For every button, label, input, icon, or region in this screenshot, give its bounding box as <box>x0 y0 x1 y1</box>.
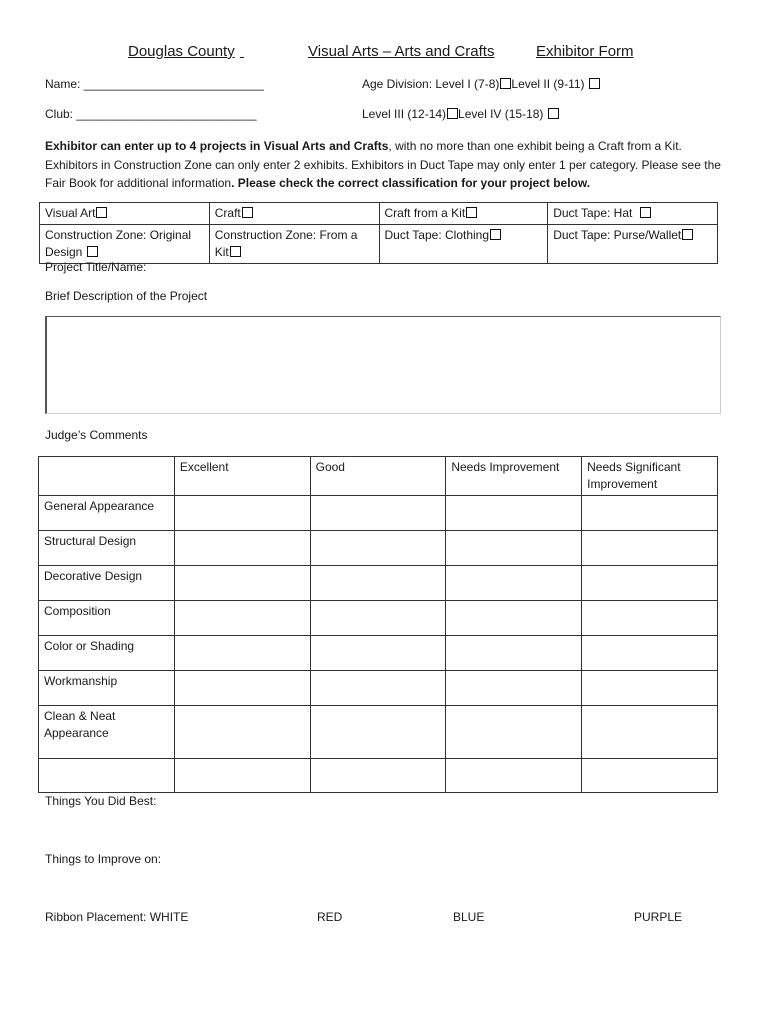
classification-table <box>39 202 718 264</box>
rating-cell[interactable] <box>582 759 718 793</box>
form-title: Exhibitor Form <box>536 43 634 60</box>
club-field[interactable]: Club: ___________________________ <box>45 107 257 121</box>
rating-cell[interactable] <box>446 496 582 531</box>
craft-checkbox[interactable] <box>242 207 253 218</box>
rating-cell[interactable] <box>446 531 582 566</box>
rating-cell[interactable] <box>174 531 310 566</box>
header-needs-significant: Needs Significant Improvement <box>582 457 718 496</box>
description-label: Brief Description of the Project <box>45 289 208 303</box>
rating-cell[interactable] <box>174 496 310 531</box>
county-title: Douglas County <box>128 43 235 60</box>
judge-table <box>38 456 718 793</box>
rating-cell[interactable] <box>310 566 446 601</box>
class-craft: Craft <box>209 203 379 225</box>
rating-cell[interactable] <box>446 759 582 793</box>
level1-label: Age Division: Level I (7-8) <box>362 77 500 91</box>
name-field[interactable]: Name: ___________________________ <box>45 77 264 91</box>
rating-cell[interactable] <box>174 706 310 759</box>
rating-cell[interactable] <box>174 566 310 601</box>
judges-comments-label: Judge’s Comments <box>45 428 148 442</box>
judge-header-blank <box>39 457 175 496</box>
rating-cell[interactable] <box>174 636 310 671</box>
table-row <box>39 566 718 601</box>
rating-cell[interactable] <box>582 671 718 706</box>
age-division-row <box>362 77 600 91</box>
rating-cell[interactable] <box>310 759 446 793</box>
intro-bold-2: Please check the correct classification for your project below. <box>237 176 591 190</box>
rating-cell[interactable] <box>310 671 446 706</box>
description-textbox[interactable] <box>45 316 721 414</box>
category-title: Visual Arts – Arts and Crafts <box>308 43 495 60</box>
rating-cell[interactable] <box>310 601 446 636</box>
rating-cell[interactable] <box>446 566 582 601</box>
class-construction-kit: Construction Zone: From a Kit <box>209 225 379 264</box>
intro-paragraph <box>45 137 725 193</box>
judge-header-row <box>39 457 718 496</box>
row-label: Clean & Neat Appearance <box>39 706 175 759</box>
table-row <box>39 671 718 706</box>
duct-clothing-checkbox[interactable] <box>490 229 501 240</box>
header-needs-improvement: Needs Improvement <box>446 457 582 496</box>
rating-cell[interactable] <box>310 706 446 759</box>
rating-cell[interactable] <box>446 636 582 671</box>
duct-hat-checkbox[interactable] <box>640 207 651 218</box>
title-underline-gap <box>240 43 244 60</box>
class-visual-art: Visual Art <box>40 203 210 225</box>
construction-original-checkbox[interactable] <box>87 246 98 257</box>
ribbon-purple-label: PURPLE <box>634 910 683 924</box>
intro-text-1: , with no more than one exhibit being a Craft from a Kit. Exhibitors in Construction Zone can only enter 2 exhibits. Exhibitors in Duct Tape may only enter 1 per category. Please see the Fair Book for additional information <box>45 139 721 190</box>
rating-cell[interactable] <box>446 706 582 759</box>
intro-text-2: . <box>231 176 238 190</box>
class-construction-original: Construction Zone: Original Design <box>40 225 210 264</box>
rating-cell[interactable] <box>310 496 446 531</box>
rating-cell[interactable] <box>582 531 718 566</box>
things-improve-label: Things to Improve on: <box>45 852 162 866</box>
rating-cell[interactable] <box>174 759 310 793</box>
table-row <box>39 531 718 566</box>
rating-cell[interactable] <box>174 671 310 706</box>
project-title-label: Project Title/Name: <box>45 260 147 274</box>
table-row <box>39 636 718 671</box>
class-duct-clothing: Duct Tape: Clothing <box>379 225 548 264</box>
table-row <box>39 601 718 636</box>
rating-cell[interactable] <box>582 706 718 759</box>
row-label <box>39 759 175 793</box>
age-division-row-2 <box>362 107 559 121</box>
table-row <box>39 496 718 531</box>
level4-checkbox[interactable] <box>548 108 559 119</box>
class-craft-kit: Craft from a Kit <box>379 203 548 225</box>
craft-kit-checkbox[interactable] <box>466 207 477 218</box>
rating-cell[interactable] <box>582 636 718 671</box>
row-label: Composition <box>39 601 175 636</box>
row-label: Workmanship <box>39 671 175 706</box>
table-row <box>39 759 718 793</box>
visual-art-checkbox[interactable] <box>96 207 107 218</box>
classification-row <box>40 203 718 225</box>
classification-row <box>40 225 718 264</box>
duct-purse-checkbox[interactable] <box>682 229 693 240</box>
ribbon-blue-label: BLUE <box>453 910 485 924</box>
class-duct-purse: Duct Tape: Purse/Wallet <box>548 225 718 264</box>
level3-label: Level III (12-14) <box>362 107 447 121</box>
header-excellent: Excellent <box>174 457 310 496</box>
level4-label: Level IV (15-18) <box>458 107 544 121</box>
rating-cell[interactable] <box>582 566 718 601</box>
rating-cell[interactable] <box>446 671 582 706</box>
row-label: Structural Design <box>39 531 175 566</box>
rating-cell[interactable] <box>310 531 446 566</box>
table-row <box>39 706 718 759</box>
level1-checkbox[interactable] <box>500 78 511 89</box>
rating-cell[interactable] <box>582 496 718 531</box>
row-label: Color or Shading <box>39 636 175 671</box>
row-label: General Appearance <box>39 496 175 531</box>
rating-cell[interactable] <box>446 601 582 636</box>
level3-checkbox[interactable] <box>447 108 458 119</box>
row-label: Decorative Design <box>39 566 175 601</box>
ribbon-white-label: Ribbon Placement: WHITE <box>45 910 189 924</box>
construction-kit-checkbox[interactable] <box>230 246 241 257</box>
ribbon-red-label: RED <box>317 910 343 924</box>
level2-checkbox[interactable] <box>589 78 600 89</box>
class-duct-hat: Duct Tape: Hat <box>548 203 718 225</box>
level2-label: Level II (9-11) <box>511 77 585 91</box>
rating-cell[interactable] <box>310 636 446 671</box>
intro-bold-1: Exhibitor can enter up to 4 projects in Visual Arts and Crafts <box>45 139 389 153</box>
header-good: Good <box>310 457 446 496</box>
rating-cell[interactable] <box>582 601 718 636</box>
things-best-label: Things You Did Best: <box>45 794 157 808</box>
rating-cell[interactable] <box>174 601 310 636</box>
